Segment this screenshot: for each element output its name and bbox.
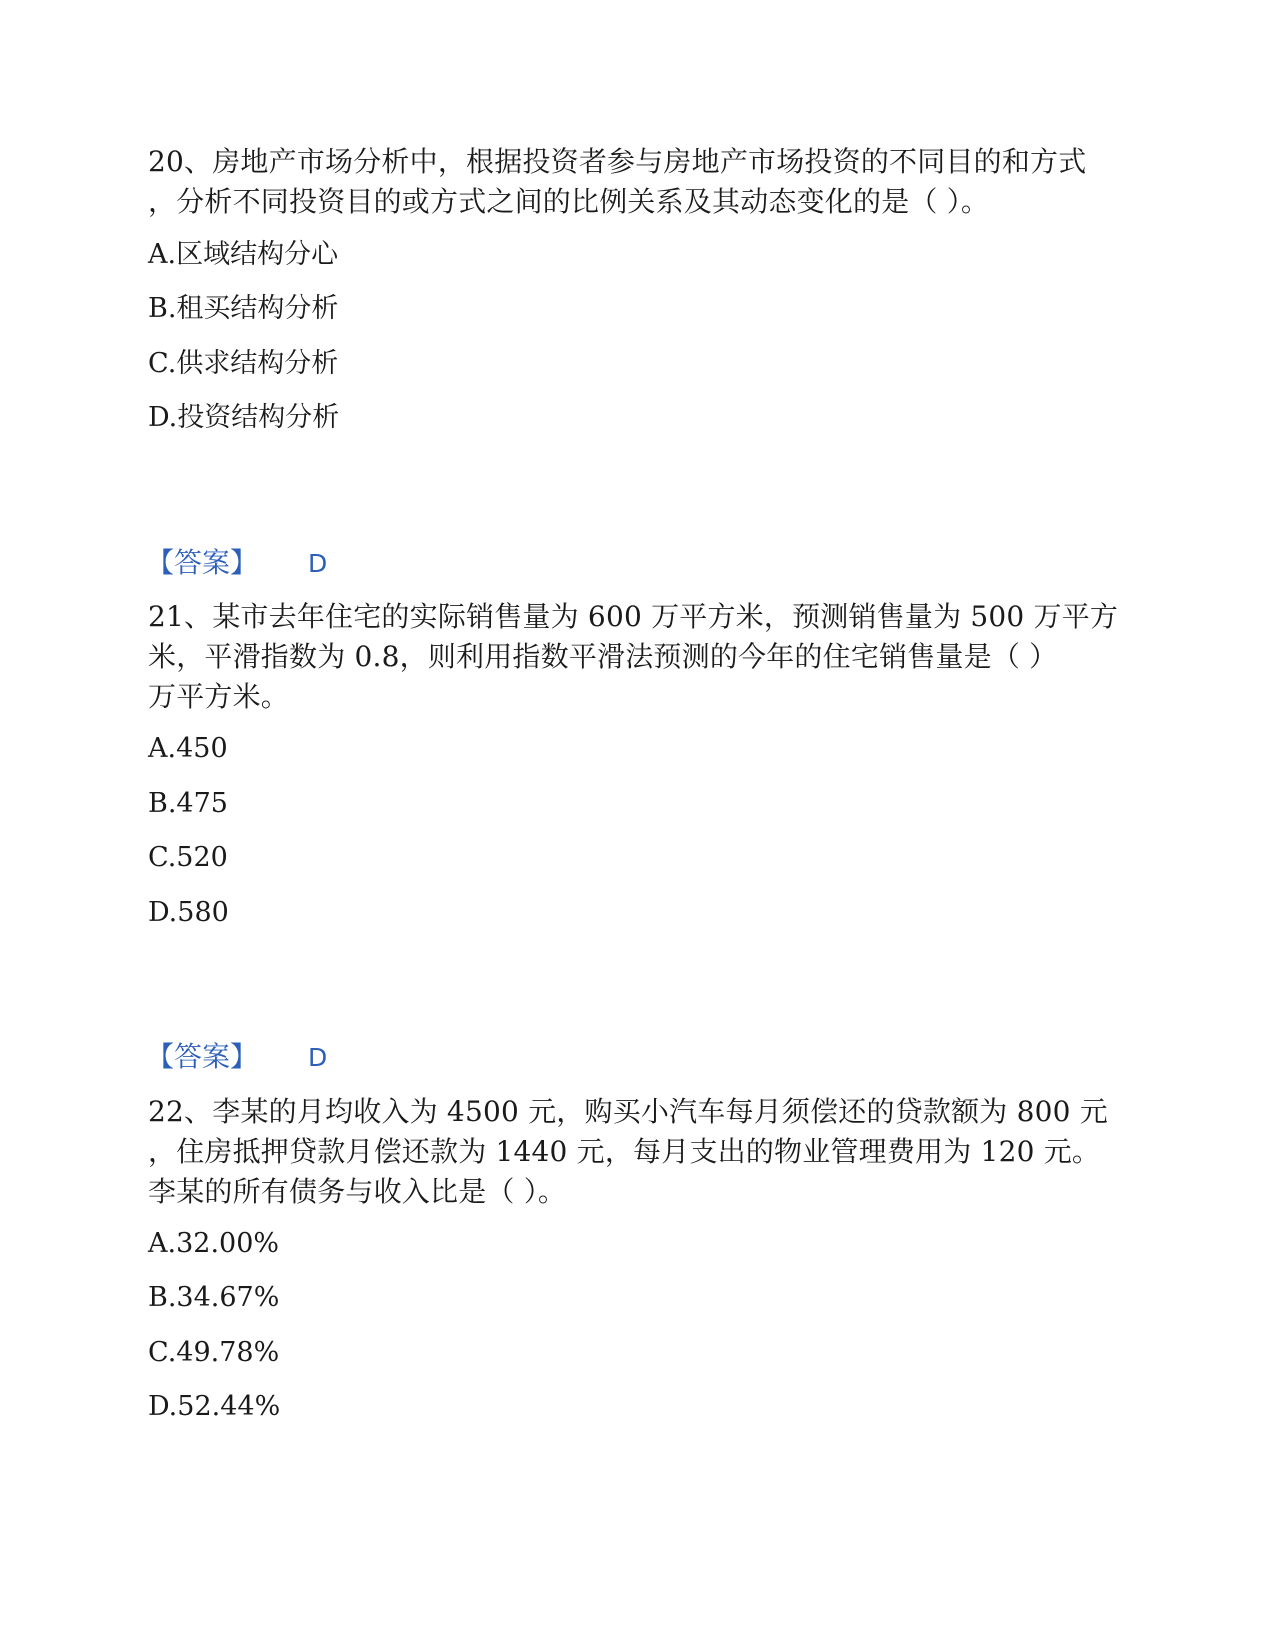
question-21-option-a: A.450: [148, 733, 228, 764]
question-21-option-b: B.475: [148, 788, 228, 819]
question-20-option-c: C.供求结构分析: [148, 348, 339, 379]
question-20-option-b: B.租买结构分析: [148, 293, 339, 324]
question-line: 21、某市去年住宅的实际销售量为 600 万平方米，预测销售量为 500 万平方: [148, 600, 1119, 633]
answer-label: 【答案】: [146, 1040, 259, 1073]
question-22-option-c: C.49.78%: [148, 1337, 280, 1368]
question-21-answer: [146, 1039, 327, 1076]
answer-value: D: [308, 549, 328, 578]
question-line: 20、房地产市场分析中，根据投资者参与房地产市场投资的不同目的和方式: [148, 145, 1087, 178]
question-line: ，分析不同投资目的或方式之间的比例关系及其动态变化的是（ ）。: [148, 185, 990, 218]
question-line: 22、李某的月均收入为 4500 元，购买小汽车每月须偿还的贷款额为 800 元: [148, 1095, 1108, 1128]
question-line: 米，平滑指数为 0.8，则利用指数平滑法预测的今年的住宅销售量是（ ）: [148, 640, 1058, 673]
question-20-text: [148, 142, 1108, 222]
answer-value: D: [308, 1043, 328, 1072]
question-line: 万平方米。: [148, 680, 290, 713]
question-21-option-c: C.520: [148, 842, 228, 873]
answer-label: 【答案】: [146, 546, 259, 579]
question-22-option-a: A.32.00%: [148, 1228, 280, 1259]
question-20-answer: [146, 545, 327, 582]
question-21-option-d: D.580: [148, 897, 229, 928]
question-20-option-d: D.投资结构分析: [148, 402, 340, 433]
question-line: ，住房抵押贷款月偿还款为 1440 元，每月支出的物业管理费用为 120 元。: [148, 1135, 1101, 1168]
question-22-option-d: D.52.44%: [148, 1391, 281, 1422]
question-22-text: [148, 1092, 1108, 1212]
question-21-text: [148, 597, 1119, 717]
question-line: 李某的所有债务与收入比是（ ）。: [148, 1175, 567, 1208]
question-20-option-a: A.区域结构分心: [148, 239, 339, 270]
question-22-option-b: B.34.67%: [148, 1282, 280, 1313]
